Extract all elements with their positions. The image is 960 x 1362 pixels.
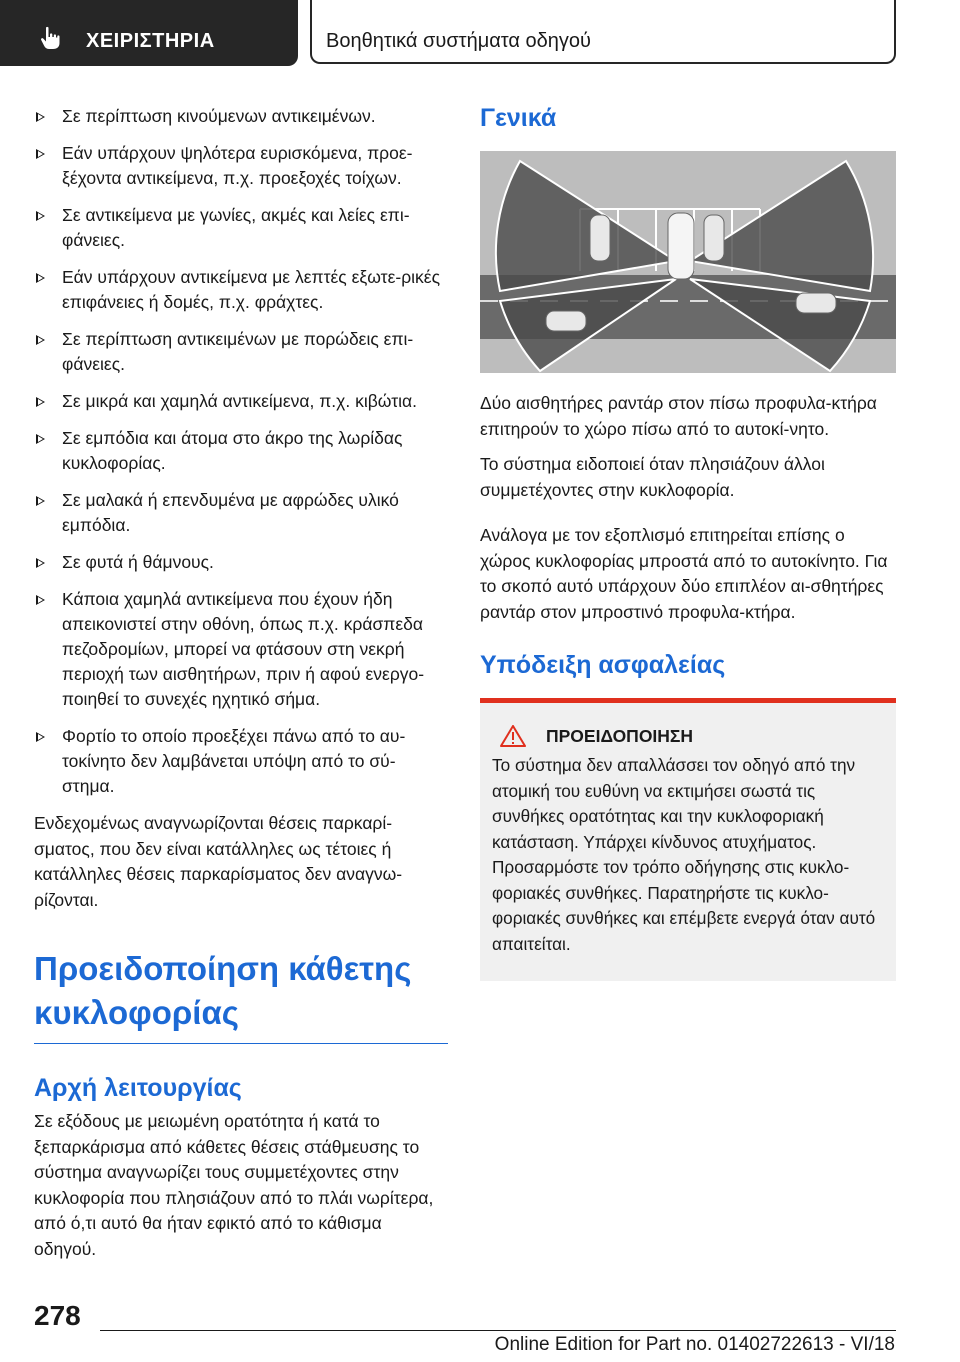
- edition-note: Online Edition for Part no. 01402722613 - VI/18: [494, 1334, 895, 1355]
- limitations-list: [34, 104, 448, 799]
- right-column: [480, 104, 896, 981]
- triangle-bullet-icon: [36, 595, 45, 605]
- triangle-bullet-icon: [36, 496, 45, 506]
- list-item: Σε φυτά ή θάμνους.: [34, 550, 448, 575]
- triangle-bullet-icon: [36, 211, 45, 221]
- list-item: Φορτίο το οποίο προεξέχει πάνω από το αυ-τοκίνητο δεν λαμβάνεται υπόψη από το σύ-στημα.: [34, 724, 448, 799]
- list-item: Σε περίπτωση αντικειμένων με πορώδεις επι-φάνειες.: [34, 327, 448, 377]
- parking-note: Ενδεχομένως αναγνωρίζονται θέσεις παρκαρί-σματος, που δεν είναι κατάλληλες ως τέτοιες ή κατάλληλες θέσεις παρκαρίσματος δεν αναγνω-ρίζονται.: [34, 813, 403, 910]
- list-item: Σε μαλακά ή επενδυμένα με αφρώδες υλικό εμπόδια.: [34, 488, 448, 538]
- list-item: Κάποια χαμηλά αντικείμενα που έχουν ήδη απεικονιστεί στην οθόνη, όπως π.χ. κράσπεδα πεζοδρομίων, μπορεί να φτάσουν στη νεκρή περιοχή των αισθητήρων, πριν ή αφού ενεργο-ποιηθεί το συνεχές ηχητικό σήμα.: [34, 587, 448, 712]
- chapter-tab[interactable]: [0, 0, 298, 66]
- section-box: [310, 0, 896, 64]
- radar-coverage-illustration: [480, 151, 896, 373]
- general-p1: Δύο αισθητήρες ραντάρ στον πίσω προφυλα-κτήρα επιτηρούν το χώρο πίσω από το αυτοκί-νητο.: [480, 393, 877, 439]
- subsection-heading: Αρχή λειτουργίας: [34, 1074, 242, 1102]
- triangle-bullet-icon: [36, 149, 45, 159]
- chapter-title: ΧΕΙΡΙΣΤΗΡΙΑ: [86, 30, 215, 52]
- triangle-bullet-icon: [36, 112, 45, 122]
- radar-coverage-drawing: [480, 151, 896, 373]
- footer-divider: [100, 1330, 896, 1331]
- triangle-bullet-icon: [36, 434, 45, 444]
- left-column: [34, 104, 448, 1262]
- list-item: Εάν υπάρχουν ψηλότερα ευρισκόμενα, προε-ξέχοντα αντικείμενα, π.χ. προεξοχές τοίχων.: [34, 141, 448, 191]
- list-item: Σε εμπόδια και άτομα στο άκρο της λωρίδας κυκλοφορίας.: [34, 426, 448, 476]
- triangle-bullet-icon: [36, 273, 45, 283]
- triangle-bullet-icon: [36, 732, 45, 742]
- general-p3: Ανάλογα με τον εξοπλισμό επιτηρείται επίσης ο χώρος κυκλοφορίας μπροστά από το αυτοκίνητο. Για το σκοπό αυτό υπάρχουν δύο επιπλέον αι-σθητήρες ραντάρ στον μπροστινό προφυλα-κτήρα.: [480, 525, 888, 622]
- safety-heading: Υπόδειξη ασφαλείας: [480, 651, 726, 679]
- warning-text: Το σύστημα δεν απαλλάσσει τον οδηγό από την ατομική του ευθύνη να εκτιμήσει σωστά τις συνθήκες ορατότητας και την κυκλοφοριακή κατάσταση. Υπάρχει κίνδυνος ατυχήματος. Προσαρμόστε τον τρόπο οδήγησης στις κυκλο-φοριακές συνθήκες. Παρατηρήστε τις κυκλο-φοριακές συνθήκες και επέμβετε ενεργά όταν αυτό απαιτείται.: [492, 755, 876, 954]
- list-item: Σε μικρά και χαμηλά αντικείμενα, π.χ. κιβώτια.: [34, 389, 448, 414]
- list-item: Σε περίπτωση κινούμενων αντικειμένων.: [34, 104, 448, 129]
- triangle-bullet-icon: [36, 335, 45, 345]
- section-title: Βοηθητικά συστήματα οδηγού: [326, 30, 591, 52]
- page-header: [0, 0, 960, 66]
- triangle-bullet-icon: [36, 558, 45, 568]
- hand-pointer-icon: [40, 26, 66, 50]
- triangle-bullet-icon: [36, 397, 45, 407]
- principle-text: Σε εξόδους με μειωμένη ορατότητα ή κατά το ξεπαρκάρισμα από κάθετες θέσεις στάθμευσης το σύστημα αναγνωρίζει τους συμμετέχοντες στην κυκλοφορία που πλησιάζουν από το πλάι νωρίτερα, από ό,τι αυτό θα ήταν εφικτό από το κάθισμα οδηγού.: [34, 1111, 434, 1259]
- section-heading: Προειδοποίηση κάθετης κυκλοφορίας: [34, 947, 448, 1044]
- warning-box: [480, 698, 896, 981]
- list-item: Εάν υπάρχουν αντικείμενα με λεπτές εξωτε-ρικές επιφάνειες ή δομές, π.χ. φράχτες.: [34, 265, 448, 315]
- warning-title: ΠΡΟΕΙΔΟΠΟΙΗΣΗ: [546, 725, 694, 746]
- page-number: 278: [34, 1300, 81, 1331]
- general-heading: Γενικά: [480, 104, 557, 132]
- general-p2: Το σύστημα ειδοποιεί όταν πλησιάζουν άλλοι συμμετέχοντες στην κυκλοφορία.: [480, 454, 825, 500]
- list-item: Σε αντικείμενα με γωνίες, ακμές και λείες επι-φάνειες.: [34, 203, 448, 253]
- warning-title-row: [492, 725, 886, 747]
- warning-triangle-icon: [500, 725, 526, 747]
